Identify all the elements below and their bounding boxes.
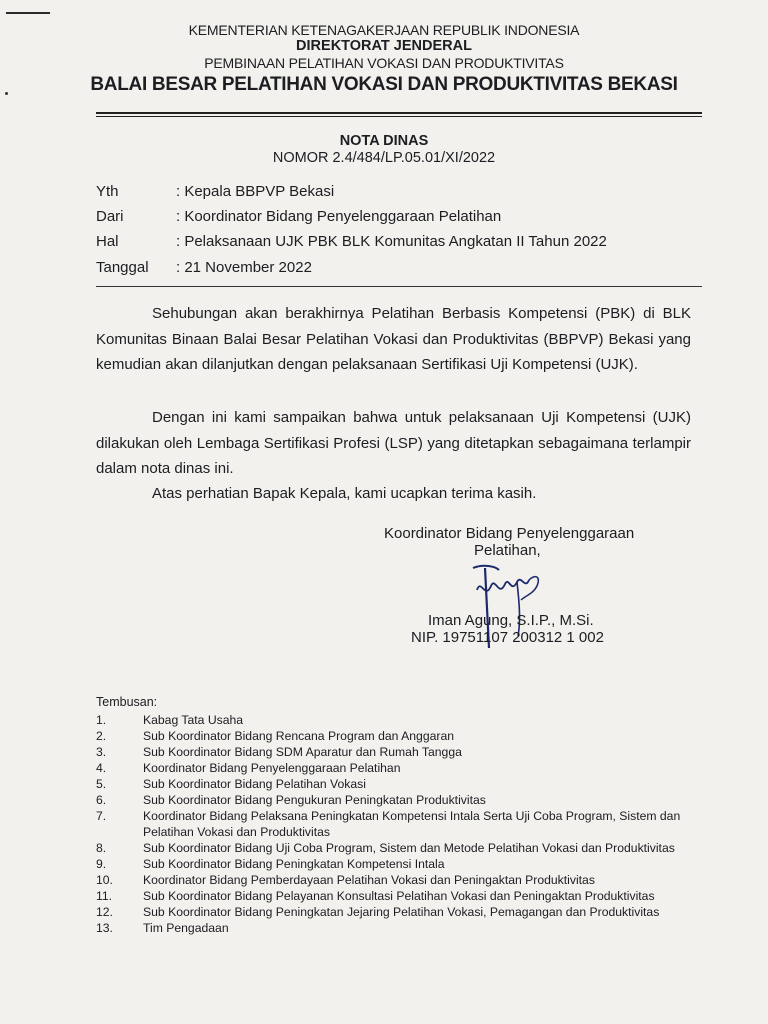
tembusan-item [96,792,706,808]
tembusan-item-number: 2. [96,729,107,743]
body-paragraph-1: Sehubungan akan berakhirnya Pelatihan Berbasis Kompetensi (PBK) di BLK Komunitas Binaan Balai Besar Pelatihan Vokasi dan Produktivitas (BBPVP) Bekasi yang kemudian akan dilanjutkan dengan pelaksanaan Sertifikasi Uji Kompetensi (UJK). [96,305,691,373]
signatory-name: Iman Agung, S.I.P., M.Si. [428,612,594,629]
tembusan-item-number: 13. [96,921,113,935]
tembusan-item-text: Koordinator Bidang Pemberdayaan Pelatihan Vokasi dan Peningaktan Produktivitas [143,873,595,887]
tembusan-item [96,808,706,840]
document-title: NOTA DINAS [339,133,429,149]
scan-mark [6,12,50,14]
field-dari-value: : Koordinator Bidang Penyelenggaraan Pelatihan [176,208,502,225]
tembusan-item [96,856,706,872]
institution-name: BALAI BESAR PELATIHAN VOKASI DAN PRODUKTIVITAS BEKASI [90,74,678,95]
tembusan-item-text: Sub Koordinator Bidang Rencana Program dan Anggaran [143,729,454,743]
tembusan-item-number: 6. [96,793,107,807]
tembusan-item-number: 5. [96,777,107,791]
tembusan-item-text: Sub Koordinator Bidang Uji Coba Program, Sistem dan Metode Pelatihan Vokasi dan Produktivitas [143,841,675,855]
tembusan-item-text: Sub Koordinator Bidang SDM Aparatur dan Rumah Tangga [143,745,462,759]
tembusan-item-number: 8. [96,841,107,855]
tembusan-item-text: Koordinator Bidang Penyelenggaraan Pelatihan [143,761,401,775]
tembusan-item-text: Kabag Tata Usaha [143,713,244,727]
tembusan-item-text: Koordinator Bidang Pelaksana Peningkatan Kompetensi Intala Serta Uji Coba Program, Sistem dan Pelatihan Vokasi dan Produktivitas [143,809,681,839]
signatory-role-line1: Koordinator Bidang Penyelenggaraan [384,525,635,542]
tembusan-item-number: 9. [96,857,107,871]
ministry-name: KEMENTERIAN KETENAGAKERJAAN REPUBLIK INDONESIA [188,22,580,38]
directorate-name: DIREKTORAT JENDERAL [296,38,472,54]
tembusan-item [96,920,706,936]
tembusan-item-text: Sub Koordinator Bidang Peningkatan Jejaring Pelatihan Vokasi, Pemagangan dan Produktivitas [143,905,660,919]
tembusan-item-text: Tim Pengadaan [143,921,229,935]
tembusan-item-text: Sub Koordinator Bidang Pengukuran Peningkatan Produktivitas [143,793,486,807]
tembusan-heading: Tembusan: [96,695,158,709]
directorate-subtitle: PEMBINAAN PELATIHAN VOKASI DAN PRODUKTIVITAS [204,55,564,71]
body-paragraph-2: Dengan ini kami sampaikan bahwa untuk pelaksanaan Uji Kompetensi (UJK) dilakukan oleh Lembaga Sertifikasi Profesi (LSP) yang ditetapkan sebagaimana terlampir dalam nota dinas ini. [96,409,691,477]
header-rule [96,286,702,287]
tembusan-item-text: Sub Koordinator Bidang Pelayanan Konsultasi Pelatihan Vokasi dan Peningaktan Produktivitas [143,889,655,903]
letterhead-rule-thin [96,116,702,117]
field-yth-label: Yth [96,183,119,200]
signatory-role [384,525,634,559]
tembusan-item-number: 7. [96,809,107,823]
tembusan-item [96,840,706,856]
tembusan-item [96,776,706,792]
tembusan-item-number: 3. [96,745,107,759]
signatory-role-line2: Pelatihan, [474,542,541,559]
field-hal-value: : Pelaksanaan UJK PBK BLK Komunitas Angkatan II Tahun 2022 [176,233,607,250]
tembusan-item-number: 4. [96,761,107,775]
field-hal-label: Hal [96,233,119,250]
field-dari-label: Dari [96,208,124,225]
field-tanggal-value: : 21 November 2022 [176,259,312,276]
tembusan-item [96,760,706,776]
letterhead-rule-thick [96,112,702,114]
signatory-nip: NIP. 19751107 200312 1 002 [411,629,604,646]
tembusan-item [96,744,706,760]
tembusan-item-number: 1. [96,713,107,727]
tembusan-item [96,872,706,888]
tembusan-item-text: Sub Koordinator Bidang Peningkatan Kompetensi Intala [143,857,445,871]
tembusan-item [96,728,706,744]
tembusan-item-number: 11. [96,889,113,903]
body-paragraph-3: Atas perhatian Bapak Kepala, kami ucapkan terima kasih. [152,485,537,502]
field-yth-value: : Kepala BBPVP Bekasi [176,183,335,200]
tembusan-item [96,712,706,728]
field-tanggal-label: Tanggal [96,259,149,276]
tembusan-item-number: 12. [96,905,113,919]
tembusan-item [96,904,706,920]
tembusan-item-text: Sub Koordinator Bidang Pelatihan Vokasi [143,777,366,791]
tembusan-list [96,712,706,936]
tembusan-item-number: 10. [96,873,113,887]
document-number: NOMOR 2.4/484/LP.05.01/XI/2022 [272,150,496,166]
tembusan-item [96,888,706,904]
